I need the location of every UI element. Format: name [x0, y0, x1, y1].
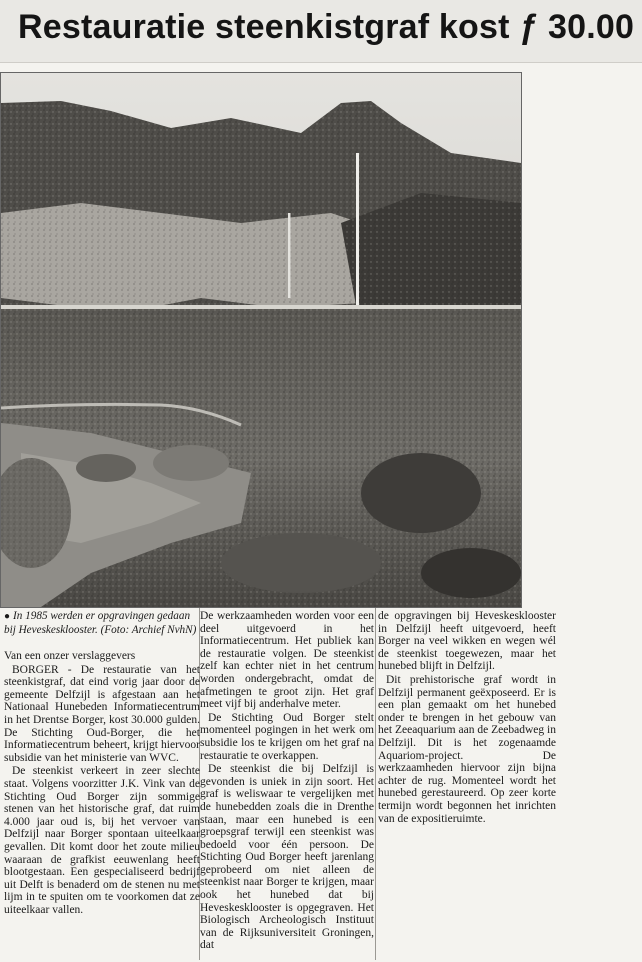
excavation-photo-image — [1, 73, 521, 607]
article-column-2 — [200, 610, 374, 952]
paragraph: De werkzaamheden worden voor een deel uitgevoerd in het Informatiecentrum. Het publiek kan de restauratie volgen. De steenkist zelf kan echter niet in het centrum worden ondergebracht, omdat de afmetingen te groot zijn. Het graf meet vijf bij anderhalve meter. — [200, 610, 374, 711]
paragraph: De steenkist die bij Delfzijl is gevonden is uniek in zijn soort. Het graf is weliswaar te vergelijken met de hunebedden zoals die in Drenthe staan, maar een hunebed is een groepsgraf terwijl een steenkist was bedoeld voor één persoon. De Stichting Oud Borger heeft jarenlang geprobeerd om niet alleen de steenkist naar Borger te krijgen, maar ook het hunebed dat bij Heveskesklooster is opgegraven. Het Biologisch Archeologisch Instituut van de Rijksuniversiteit Groningen, dat — [200, 763, 374, 952]
byline: Van een onzer verslaggevers — [4, 650, 136, 662]
paragraph: De steenkist verkeert in zeer slechte staat. Volgens voorzitter J.K. Vink van de Stichting Oud Borger zijn sommige stenen van het historische graf, dat ruim 4.000 jaar oud is, bij het vervoer van Delfzijl naar Borger spontaan uiteelkaar gevallen. Dit komt door het zoute milieu waaraan de grafkist eeuwenlang heeft blootgestaan. Een gespecialiseerd bedrijf uit Delft is benaderd om de stenen nu met lijm in te spuiten om te voorkomen dat ze uiteelkaar vallen. — [4, 765, 200, 916]
headline-banner — [0, 0, 642, 63]
photo-caption — [4, 610, 200, 637]
article-column-3 — [378, 610, 556, 825]
headline: Restauratie steenkistgraf kost ƒ 30.00 — [18, 8, 635, 46]
paragraph: BORGER - De restauratie van het steenkistgraf, dat eind vorig jaar door de gemeente Delfzijl is afgestaan aan het Nationaal Hunebeden Informatiecentrum in het Drentse Borger, kost 30.000 gulden. De Stichting Oud-Borger, die het Informatiecentrum beheert, krijgt hiervoor subsidie van het ministerie van WVC. — [4, 663, 200, 764]
paragraph: De Stichting Oud Borger stelt momenteel pogingen in het werk om subsidie los te krijgen om het graf na restauratie te overkappen. — [200, 711, 374, 762]
bullet-icon: ● — [4, 611, 11, 622]
column-divider — [375, 608, 376, 960]
paragraph: Dit prehistorische graf wordt in Delfzijl permanent geëxposeerd. Er is een plan gemaakt om het hunebed onder te brengen in het gebouw van het Zeeaquarium aan de Zeebadweg in Delfzijl. Dit is het zogenaamde Aquariom-project. De werkzaamheden hiervoor zijn bijna achter de rug. Momenteel wordt het hunebed gerestaureerd. Op zeer korte termijn wordt begonnen het inrichten van de expositieruimte. — [378, 673, 556, 825]
excavation-photo — [0, 72, 522, 608]
article-column-1 — [4, 650, 200, 916]
photo-caption-text: In 1985 werden er opgravingen gedaan bij Heveskesklooster. (Foto: Archief NvhN) — [4, 610, 197, 636]
paragraph: de opgravingen bij Heveskesklooster in Delfzijl heeft uitgevoerd, heeft Borger na veel wikken en wegen wél de steenkist toegewezen, maar het hunebed blijft in Delfzijl. — [378, 610, 556, 673]
